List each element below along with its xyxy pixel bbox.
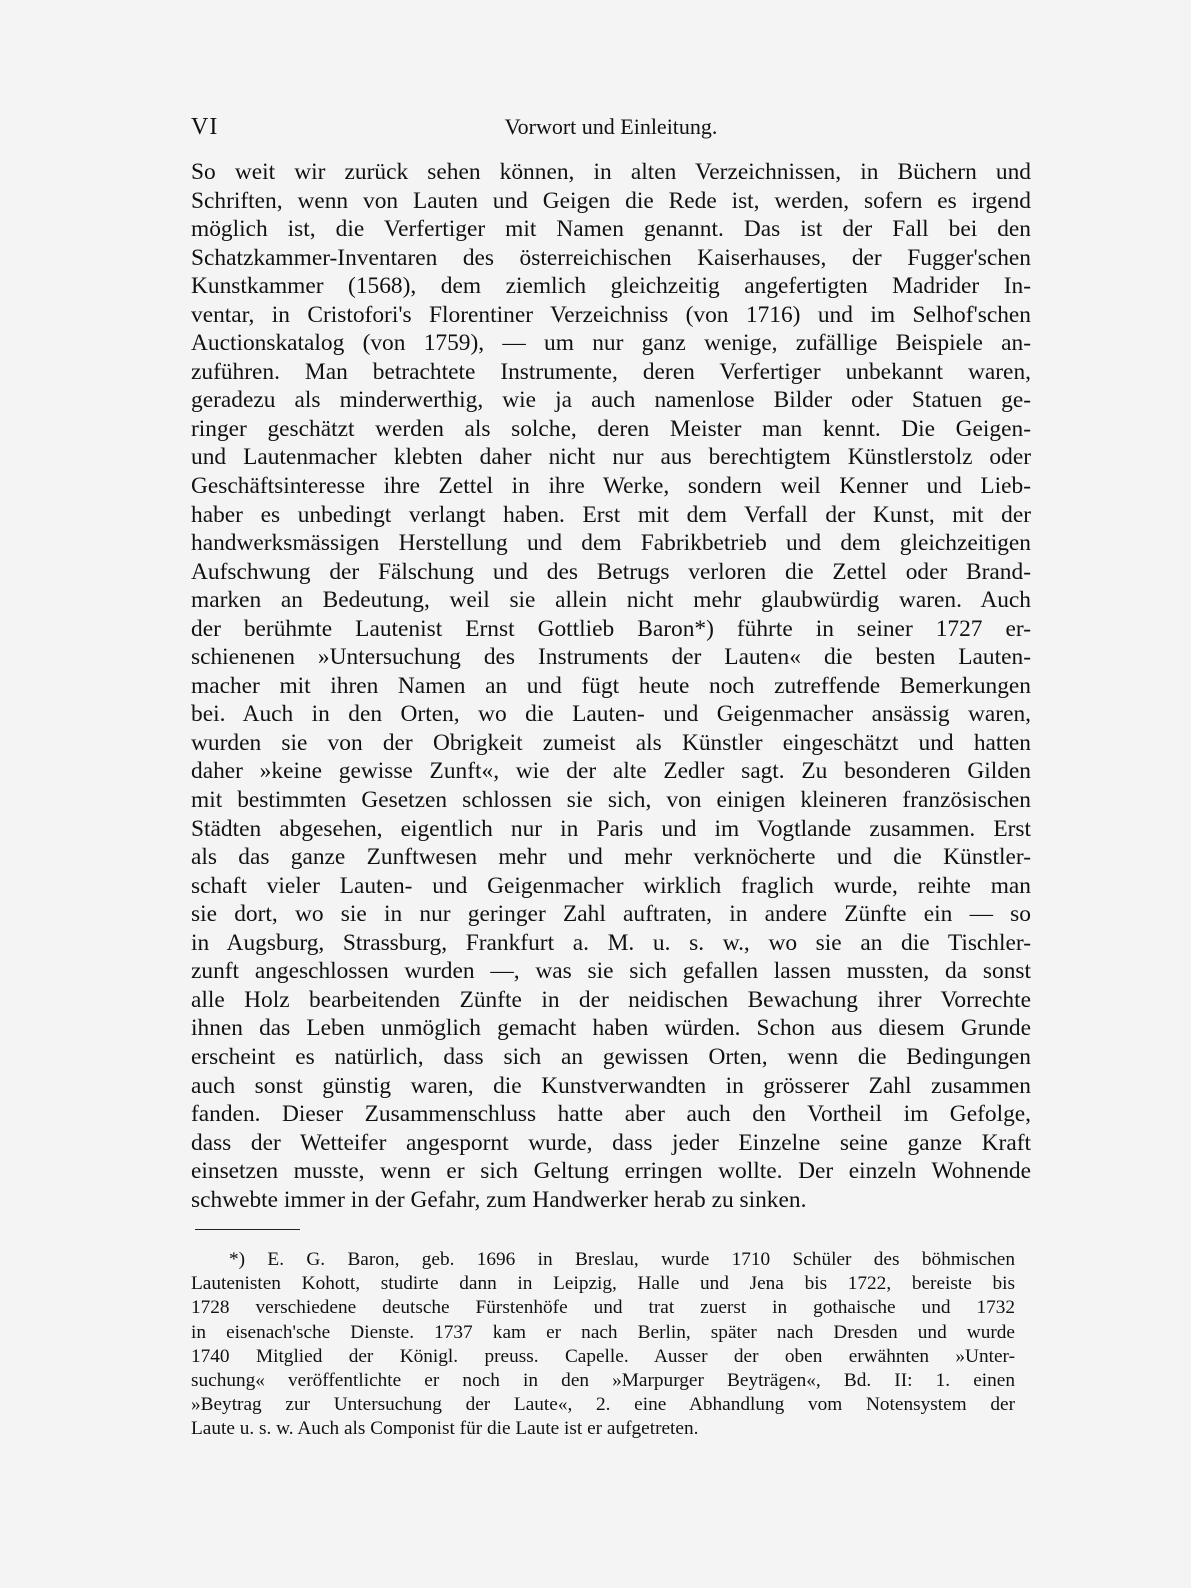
footnote	[191, 1248, 1015, 1442]
body-line: Aufschwung der Fälschung und des Betrugs verloren die Zettel oder Brand-	[191, 558, 1031, 585]
footnote-divider	[195, 1229, 300, 1230]
body-line: geradezu als minderwerthig, wie ja auch namenlose Bilder oder Statuen ge-	[191, 387, 1031, 414]
body-line: Städten abgesehen, eigentlich nur in Paris und im Vogtlande zusammen. Erst	[191, 815, 1031, 842]
body-line: ventar, in Cristofori's Florentiner Verzeichniss (von 1716) und im Selhof'schen	[191, 301, 1031, 328]
body-line: einsetzen musste, wenn er sich Geltung erringen wollte. Der einzeln Wohnende	[191, 1158, 1031, 1185]
body-line: zunft angeschlossen wurden —, was sie sich gefallen lassen mussten, da sonst	[191, 958, 1031, 985]
body-line: der berühmte Lautenist Ernst Gottlieb Baron*) führte in seiner 1727 er-	[191, 615, 1031, 642]
body-line: schaft vieler Lauten- und Geigenmacher wirklich fraglich wurde, reihte man	[191, 872, 1031, 899]
body-line: macher mit ihren Namen an und fügt heute noch zutreffende Bemerkungen	[191, 672, 1031, 699]
body-line: mit bestimmten Gesetzen schlossen sie sich, von einigen kleineren französischen	[191, 787, 1031, 814]
footnote-line: Lautenisten Kohott, studirte dann in Leipzig, Halle und Jena bis 1722, bereiste bis	[191, 1273, 1015, 1295]
body-line: Geschäftsinteresse ihre Zettel in ihre Werke, sondern weil Kenner und Lieb-	[191, 473, 1031, 500]
footnote-line: suchung« veröffentlichte er noch in den »Marpurger Beyträgen«, Bd. II: 1. einen	[191, 1369, 1015, 1391]
body-line: handwerksmässigen Herstellung und dem Fabrikbetrieb und dem gleichzeitigen	[191, 530, 1031, 557]
body-line: Kunstkammer (1568), dem ziemlich gleichzeitig angefertigten Madrider In-	[191, 273, 1031, 300]
body-line: ihnen das Leben unmöglich gemacht haben würden. Schon aus diesem Grunde	[191, 1015, 1031, 1042]
body-line: So weit wir zurück sehen können, in alten Verzeichnissen, in Büchern und	[191, 159, 1031, 185]
body-line: schienenen »Untersuchung des Instruments der Lauten« die besten Lauten-	[191, 644, 1031, 671]
footnote-line: 1728 verschiedene deutsche Fürstenhöfe und trat zuerst in gothaische und 1732	[191, 1297, 1015, 1319]
footnote-line: Laute u. s. w. Auch als Componist für die Laute ist er aufgetreten.	[191, 1418, 699, 1440]
body-line: Schatzkammer-Inventaren des österreichischen Kaiserhauses, der Fugger'schen	[191, 244, 1031, 271]
body-line: alle Holz bearbeitenden Zünfte in der neidischen Bewachung ihrer Vorrechte	[191, 986, 1031, 1013]
body-line: auch sonst günstig waren, die Kunstverwandten in grösserer Zahl zusammen	[191, 1072, 1031, 1099]
body-line: marken an Bedeutung, weil sie allein nicht mehr glaubwürdig waren. Auch	[191, 587, 1031, 614]
footnote-line: *) E. G. Baron, geb. 1696 in Breslau, wurde 1710 Schüler des böhmischen	[229, 1249, 1015, 1270]
body-line: sie dort, wo sie in nur geringer Zahl auftraten, in andere Zünfte ein — so	[191, 901, 1031, 928]
body-line: zuführen. Man betrachtete Instrumente, deren Verfertiger unbekannt waren,	[191, 358, 1031, 385]
body-line: dass der Wetteifer angespornt wurde, dass jeder Einzelne seine ganze Kraft	[191, 1129, 1031, 1156]
body-line: fanden. Dieser Zusammenschluss hatte aber auch den Vortheil im Gefolge,	[191, 1101, 1031, 1128]
body-line: wurden sie von der Obrigkeit zumeist als Künstler eingeschätzt und hatten	[191, 729, 1031, 756]
body-paragraph	[191, 158, 1031, 1214]
body-line: daher »keine gewisse Zunft«, wie der alte Zedler sagt. Zu besonderen Gilden	[191, 758, 1031, 785]
running-title: Vorwort und Einleitung.	[504, 114, 718, 139]
body-line: haber es unbedingt verlangt haben. Erst mit dem Verfall der Kunst, mit der	[191, 501, 1031, 528]
body-line: möglich ist, die Verfertiger mit Namen genannt. Das ist der Fall bei den	[191, 216, 1031, 243]
footnote-line: »Beytrag zur Untersuchung der Laute«, 2. eine Abhandlung vom Notensystem der	[191, 1394, 1015, 1416]
body-line: ringer geschätzt werden als solche, deren Meister man kennt. Die Geigen-	[191, 415, 1031, 442]
body-line: bei. Auch in den Orten, wo die Lauten- und Geigenmacher ansässig waren,	[191, 701, 1031, 728]
page-header	[191, 114, 1031, 144]
body-line: in Augsburg, Strassburg, Frankfurt a. M. u. s. w., wo sie an die Tischler-	[191, 929, 1031, 956]
body-line: und Lautenmacher klebten daher nicht nur aus berechtigtem Künstlerstolz oder	[191, 444, 1031, 471]
page-number: VI	[191, 114, 219, 140]
footnote-line: 1740 Mitglied der Königl. preuss. Capelle. Ausser der oben erwähnten »Unter-	[191, 1345, 1015, 1367]
body-line: schwebte immer in der Gefahr, zum Handwerker herab zu sinken.	[191, 1186, 807, 1213]
body-line: erscheint es natürlich, dass sich an gewissen Orten, wenn die Bedingungen	[191, 1043, 1031, 1070]
body-line: als das ganze Zunftwesen mehr und mehr verknöcherte und die Künstler-	[191, 844, 1031, 871]
body-line: Auctionskatalog (von 1759), — um nur ganz wenige, zufällige Beispiele an-	[191, 330, 1031, 357]
footnote-line: in eisenach'sche Dienste. 1737 kam er nach Berlin, später nach Dresden und wurde	[191, 1321, 1015, 1343]
body-line: Schriften, wenn von Lauten und Geigen die Rede ist, werden, sofern es irgend	[191, 187, 1031, 214]
